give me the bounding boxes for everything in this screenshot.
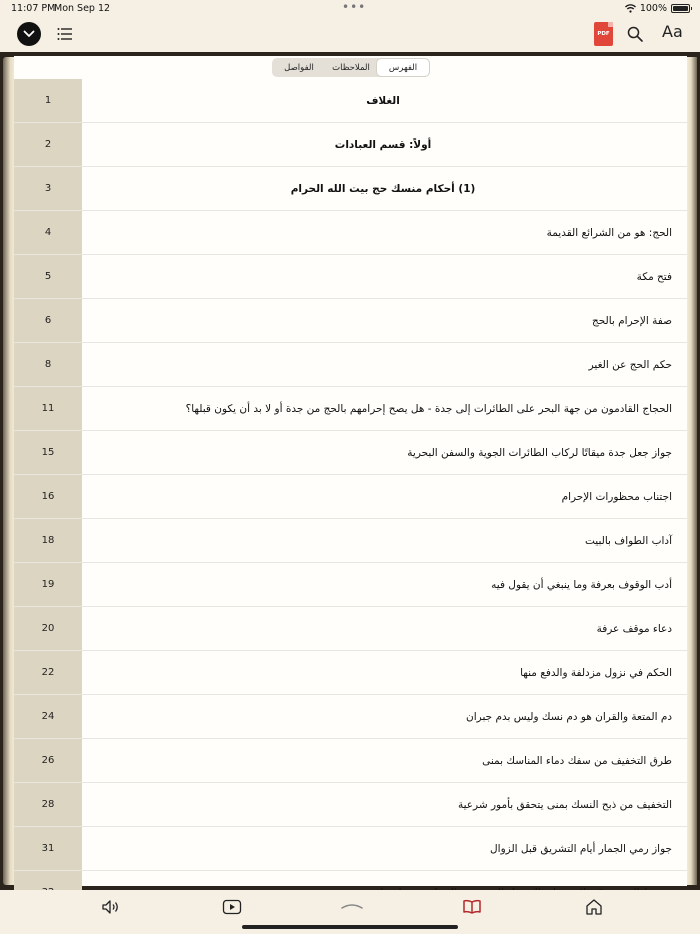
toc-page-number: 20 [14, 607, 82, 650]
chevron-down-icon [23, 30, 35, 38]
toc-row[interactable] [14, 827, 687, 871]
toc-page-number: 26 [14, 739, 82, 782]
font-settings-button[interactable]: Aa [662, 22, 683, 41]
toc-page-number: 24 [14, 695, 82, 738]
toc-title: طرق التخفيف من سفك دماء المناسك بمنى [482, 754, 672, 767]
toc-row[interactable] [14, 651, 687, 695]
toc-row[interactable] [14, 607, 687, 651]
toc-title: الحج: هو من الشرائع القديمة [546, 226, 672, 239]
toc-page-number: 4 [14, 211, 82, 254]
toc-page-number: 18 [14, 519, 82, 562]
toc-page-number: 5 [14, 255, 82, 298]
toc-row[interactable] [14, 387, 687, 431]
toc-title: الحجاج القادمون من جهة البحر على الطائرات إلى جدة - هل يصح إحرامهم بالحج من جدة أو لا بد أن يكون قبلها؟ [185, 402, 672, 415]
toc-page-number: 6 [14, 299, 82, 342]
wifi-icon [625, 4, 636, 13]
toc-page-number: 19 [14, 563, 82, 606]
book-icon[interactable] [462, 898, 482, 916]
status-bar [0, 0, 700, 18]
pdf-button[interactable] [594, 22, 613, 46]
book-page [14, 56, 687, 886]
tab-notes[interactable]: الملاحظات [332, 62, 370, 73]
toc-title: (1) أحكام منسك حج بيت الله الحرام [290, 182, 476, 195]
battery-icon [671, 4, 690, 13]
toc-title: التخفيف من ذبح النسك بمنى يتحقق بأمور شرعية [457, 798, 672, 811]
toc-title: اجتناب محظورات الإحرام [561, 490, 672, 503]
toc-title: جواز رمي الجمار أيام التشريق قبل الزوال [490, 842, 672, 855]
toc-row[interactable] [14, 783, 687, 827]
toc-row[interactable] [14, 519, 687, 563]
toc-row[interactable] [14, 211, 687, 255]
video-icon[interactable] [222, 898, 242, 916]
tab-index[interactable]: الفهرس [377, 59, 429, 76]
toc-row[interactable] [14, 299, 687, 343]
status-right [625, 3, 690, 14]
toc-page-number: 3 [14, 167, 82, 210]
toc-page-number: 15 [14, 431, 82, 474]
toc-row[interactable] [14, 123, 687, 167]
toc-title: دعاء موقف عرفة [596, 622, 672, 635]
home-icon[interactable] [584, 898, 604, 916]
toc-title: الحكم في نزول مزدلفة والدفع منها [520, 666, 672, 679]
segmented-control [272, 58, 430, 77]
toc-page-number: 8 [14, 343, 82, 386]
toc-row[interactable] [14, 343, 687, 387]
toc-row[interactable] [14, 167, 687, 211]
toc-list [14, 79, 687, 889]
toc-row[interactable] [14, 79, 687, 123]
audio-icon[interactable] [100, 898, 120, 916]
toc-title: أدب الوقوف بعرفة وما ينبغي أن يقول فيه [491, 578, 672, 591]
toc-row[interactable] [14, 739, 687, 783]
search-icon[interactable] [626, 25, 644, 43]
toc-title: فتح مكة [636, 270, 672, 283]
toc-title: صفة الإحرام بالحج [591, 314, 672, 327]
list-icon[interactable] [56, 25, 74, 43]
toc-row[interactable] [14, 563, 687, 607]
toc-row[interactable] [14, 475, 687, 519]
toc-page-number: 28 [14, 783, 82, 826]
chevron-up-icon[interactable] [340, 898, 364, 916]
toc-title: دم المتعة والقران هو دم نسك وليس بدم جبران [466, 710, 672, 723]
toc-row[interactable] [14, 255, 687, 299]
collapse-button[interactable] [17, 22, 41, 46]
toc-title: أولاً: قسم العبادات [334, 138, 432, 151]
battery-percent: 100% [639, 3, 667, 14]
toc-row[interactable] [14, 695, 687, 739]
status-date: Mon Sep 12 [54, 3, 111, 14]
toc-page-number: 11 [14, 387, 82, 430]
toc-page-number: 2 [14, 123, 82, 166]
toc-title: الغلاف [366, 94, 400, 107]
status-time: 11:07 PM [11, 3, 56, 14]
toc-title: جواز جعل جدة ميقاتًا لركاب الطائرات الجوية والسفن البحرية [407, 446, 672, 459]
pdf-label: PDF [597, 31, 610, 37]
multitasking-dots-icon[interactable]: ••• [342, 0, 367, 14]
toc-row[interactable] [14, 431, 687, 475]
home-indicator [242, 925, 458, 929]
top-toolbar [0, 18, 700, 52]
toc-page-number: 31 [14, 827, 82, 870]
toc-page-number: 16 [14, 475, 82, 518]
toc-page-number: 22 [14, 651, 82, 694]
bottom-bar [0, 890, 700, 934]
toc-title: آداب الطواف بالبيت [585, 534, 672, 547]
book-frame [0, 52, 700, 890]
tab-bookmarks[interactable]: الفواصل [284, 62, 314, 73]
toc-title: حكم الحج عن الغير [588, 358, 672, 371]
toc-page-number: 1 [14, 79, 82, 122]
book-edge-right [687, 57, 697, 885]
